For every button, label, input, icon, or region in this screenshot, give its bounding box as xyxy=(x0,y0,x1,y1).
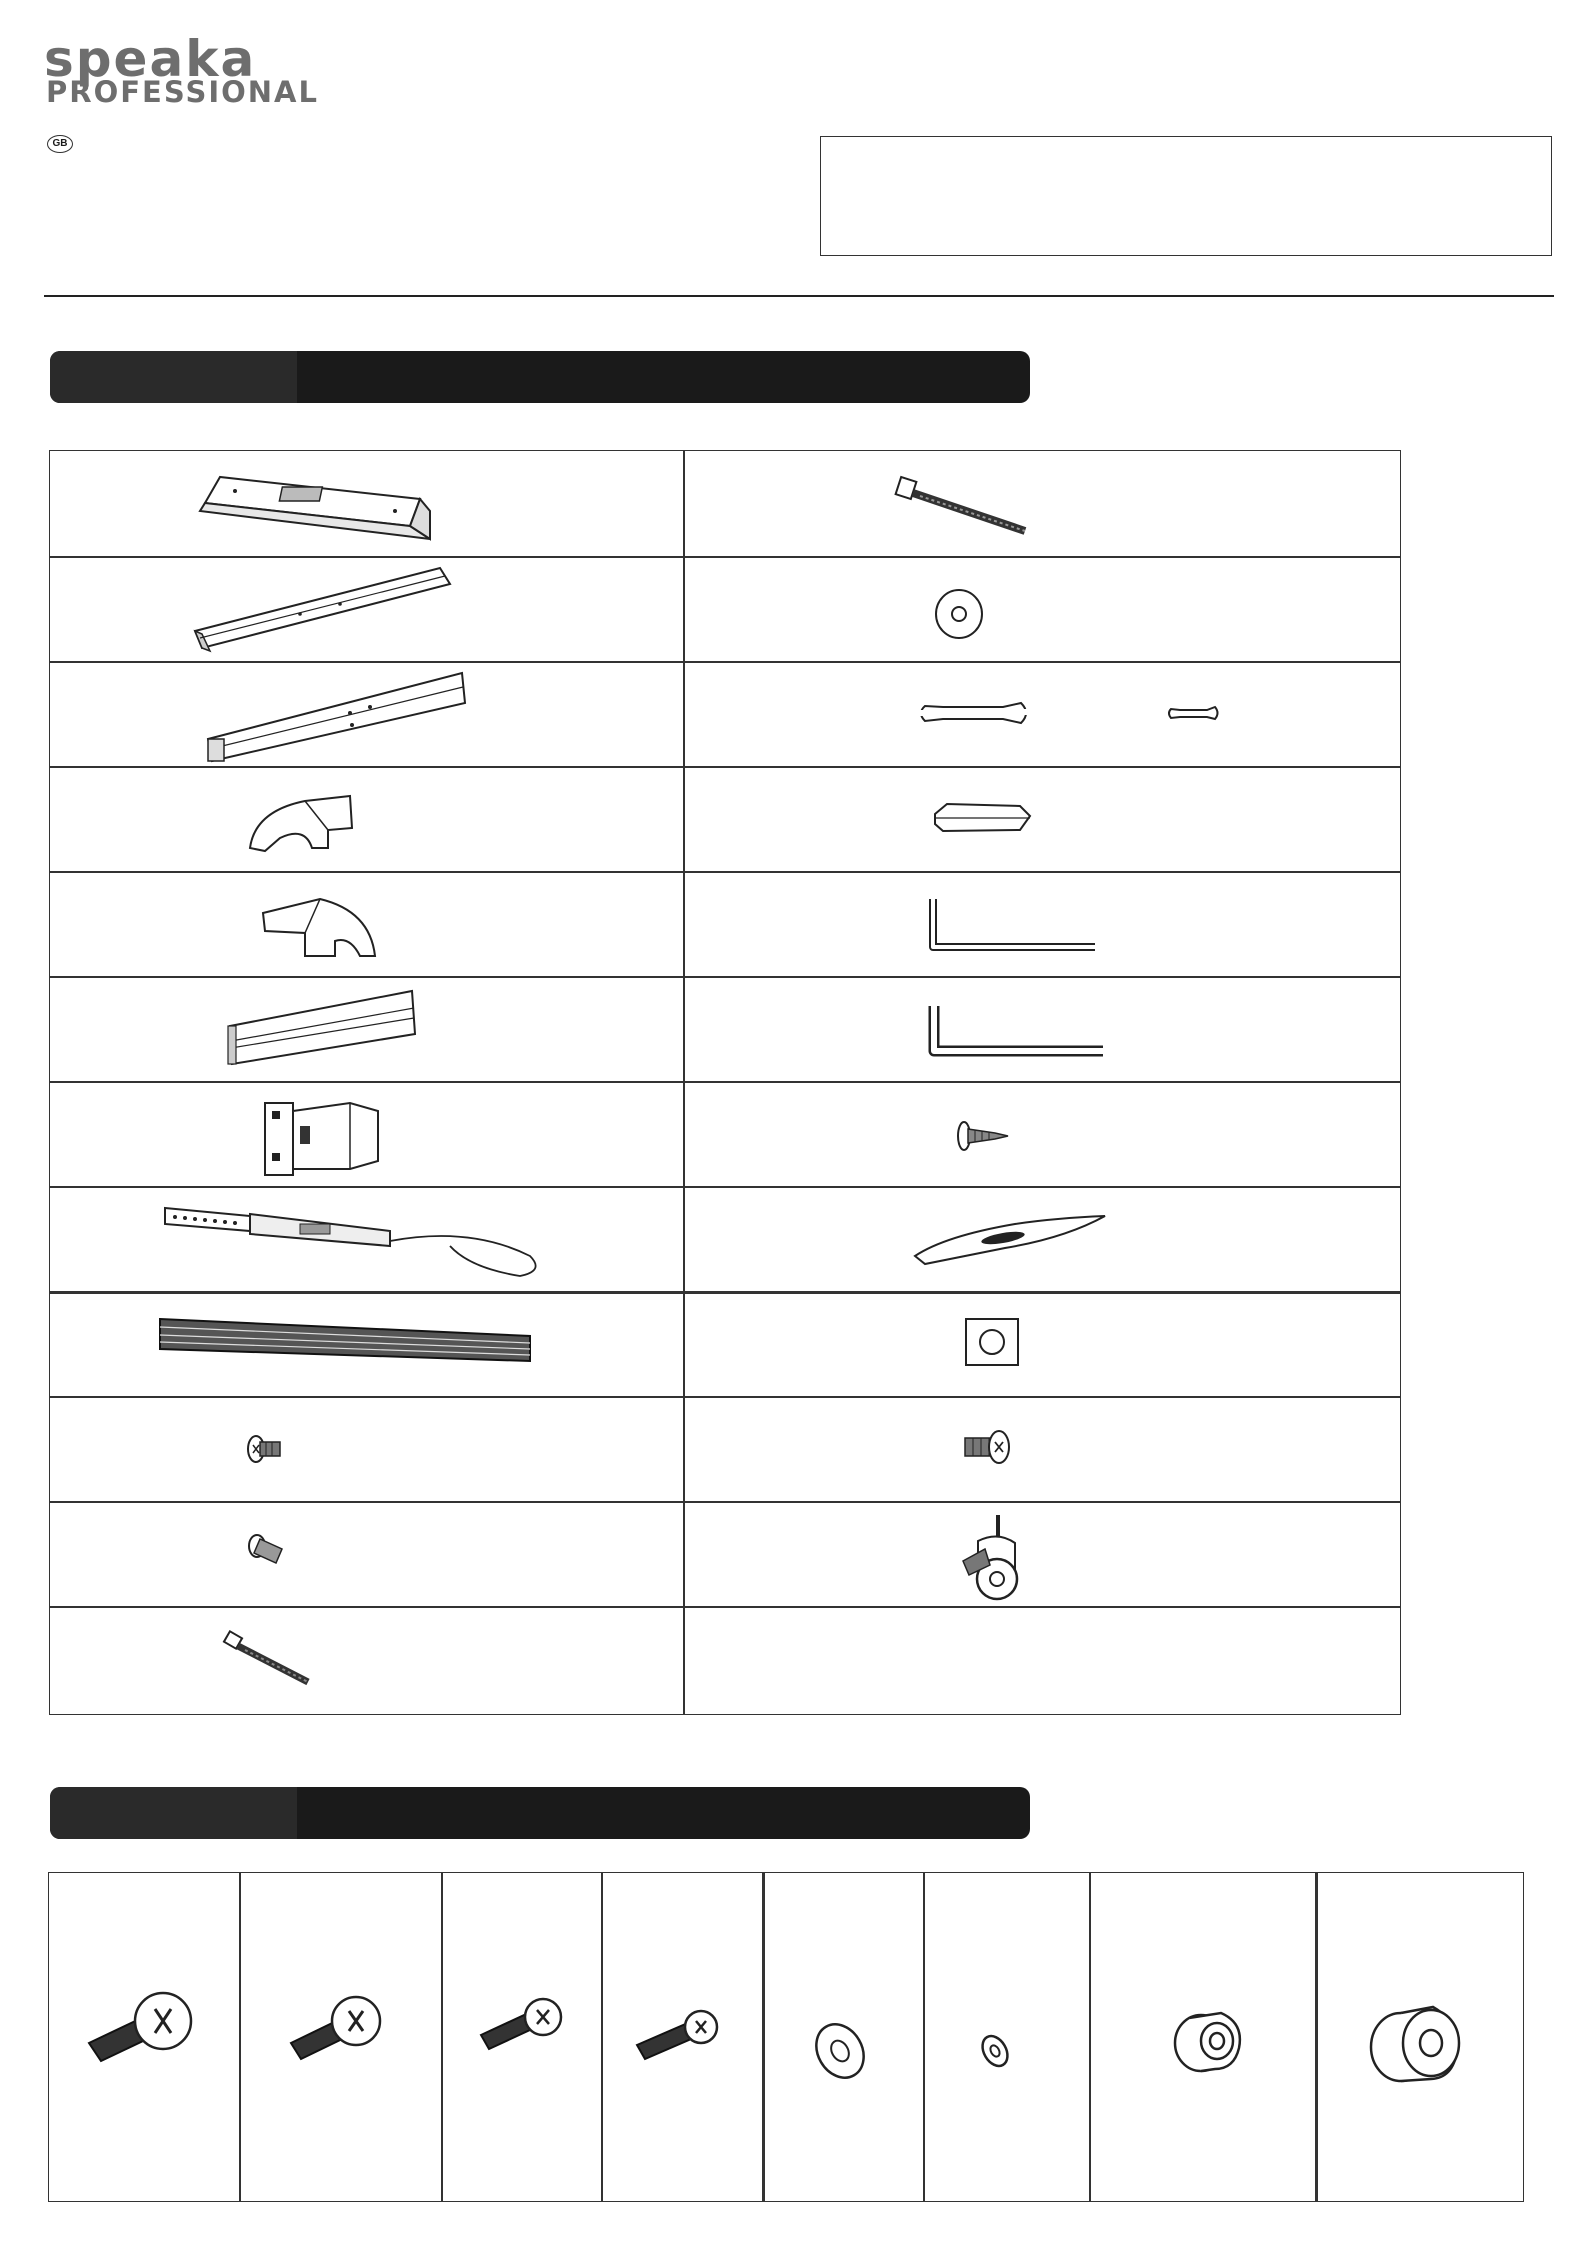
hw-m-screw-medium xyxy=(239,1873,441,2201)
hw-m-screw-large xyxy=(49,1873,239,2201)
hex-bolt-long-icon xyxy=(50,1606,683,1711)
allen-key-small-icon xyxy=(685,871,1318,976)
wood-screw-icon xyxy=(685,1081,1318,1186)
truss-screw-icon xyxy=(685,1396,1318,1501)
cable-duct-long-icon xyxy=(50,661,683,766)
part-pole-clamp-bracket xyxy=(50,1081,683,1186)
short-bolt-icon xyxy=(50,1501,683,1606)
hw-m-screw-small xyxy=(441,1873,601,2201)
hw-spacer-long xyxy=(1315,1873,1525,2201)
m-screw-small-icon xyxy=(441,1873,601,2203)
part-cable-duct-long xyxy=(50,661,683,766)
section-bar-hardware xyxy=(50,1787,1030,1839)
duct-corner-cover-right-icon xyxy=(50,871,683,976)
pole-clamp-bracket-icon xyxy=(50,1081,683,1186)
washer-icon xyxy=(685,556,1318,661)
spacer-long-icon xyxy=(1315,1873,1525,2203)
spacer-short-icon xyxy=(1089,1873,1315,2203)
part-caster-wheel xyxy=(685,1501,1318,1606)
header-divider xyxy=(44,295,1554,297)
small-screw-icon xyxy=(50,1396,683,1501)
hardware-table xyxy=(48,1872,1524,2202)
hex-bolt-icon xyxy=(685,451,1318,556)
flat-washer-large-icon xyxy=(762,1873,923,2203)
flat-washer-small-icon xyxy=(923,1873,1089,2203)
part-long-rail xyxy=(50,1291,683,1396)
part-cap xyxy=(685,766,1318,871)
part-duct-corner-cover-right xyxy=(50,871,683,976)
section-bar-parts xyxy=(50,351,1030,403)
parts-table xyxy=(49,450,1401,1715)
part-open-end-wrenches xyxy=(685,661,1318,766)
part-hex-bolt-long xyxy=(50,1606,683,1711)
gb-badge-icon: GB xyxy=(47,135,73,153)
caster-wheel-icon xyxy=(685,1501,1318,1606)
m-screw-medium-icon xyxy=(239,1873,441,2203)
part-square-washer xyxy=(685,1291,1318,1396)
part-small-screw xyxy=(50,1396,683,1501)
part-short-bolt xyxy=(50,1501,683,1606)
m-screw-large-icon xyxy=(49,1873,239,2203)
duct-corner-cover-left-icon xyxy=(50,766,683,871)
brand-subtitle: PROFESSIONAL xyxy=(46,75,319,109)
part-mount-bracket xyxy=(50,451,683,556)
adjustable-arm-with-cable-icon xyxy=(50,1186,683,1291)
cable-channel-icon xyxy=(50,976,683,1081)
brand-logo: speaka xyxy=(44,30,257,88)
part-allen-key-large xyxy=(685,976,1318,1081)
part-wood-screw xyxy=(685,1081,1318,1186)
part-duct-corner-cover-left xyxy=(50,766,683,871)
part-cable-duct-short xyxy=(50,556,683,661)
part-cable-channel xyxy=(50,976,683,1081)
part-allen-key-small xyxy=(685,871,1318,976)
mount-bracket-icon xyxy=(50,451,683,556)
allen-key-large-icon xyxy=(685,976,1318,1081)
cable-duct-short-icon xyxy=(50,556,683,661)
part-truss-screw xyxy=(685,1396,1318,1501)
m-screw-xsmall-icon xyxy=(601,1873,762,2203)
square-washer-icon xyxy=(685,1291,1318,1396)
cap-icon xyxy=(685,766,1318,871)
part-hex-bolt xyxy=(685,451,1318,556)
open-end-wrenches-icon xyxy=(685,661,1318,766)
hw-flat-washer-small xyxy=(923,1873,1089,2201)
hw-flat-washer-large xyxy=(762,1873,923,2201)
hw-m-screw-xsmall xyxy=(601,1873,762,2201)
part-adjustable-arm xyxy=(50,1186,683,1291)
long-rail-icon xyxy=(50,1291,683,1396)
part-level-plate xyxy=(685,1186,1318,1291)
hw-spacer-short xyxy=(1089,1873,1315,2201)
level-plate-icon xyxy=(685,1186,1318,1291)
part-washer xyxy=(685,556,1318,661)
header-info-box xyxy=(820,136,1552,256)
